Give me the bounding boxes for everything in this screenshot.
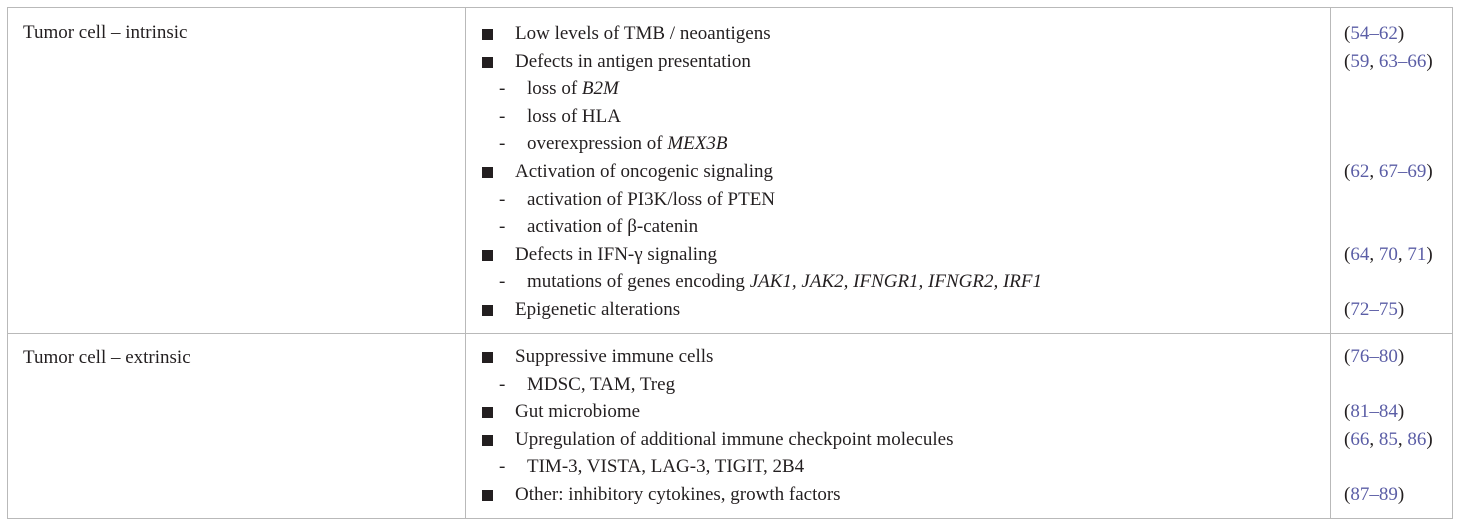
reference-punct: (: [1344, 23, 1351, 44]
category-label: Tumor cell – intrinsic: [23, 22, 188, 43]
dash-bullet: -: [499, 188, 506, 210]
column-divider: [465, 8, 466, 333]
sub-item: [527, 78, 619, 100]
reference-cell: [1344, 299, 1404, 321]
dash-bullet: -: [499, 456, 506, 478]
mechanism-item: Upregulation of additional immune checkpoint molecules: [515, 428, 954, 450]
reference-punct: ,: [1369, 50, 1379, 72]
sub-item: [527, 133, 728, 155]
reference-punct: ): [1426, 428, 1433, 450]
reference-link[interactable]: 85: [1378, 428, 1398, 450]
reference-punct: ): [1397, 346, 1405, 367]
reference-cell: [1344, 484, 1404, 506]
column-divider: [1330, 8, 1331, 333]
mechanism-item: Epigenetic alterations: [515, 299, 681, 320]
gene-name: B2M: [581, 78, 619, 100]
reference-punct: ): [1426, 161, 1433, 182]
square-bullet-icon: [482, 352, 493, 363]
sub-item: [527, 374, 675, 396]
reference-punct: (: [1344, 161, 1351, 182]
reference-cell: [1344, 429, 1433, 451]
square-bullet-icon: [482, 490, 493, 501]
mechanism-item: Defects in IFN-γ signaling: [515, 243, 718, 265]
reference-punct: (: [1344, 401, 1351, 423]
sub-item-text: TIM-3, VISTA, LAG-3, TIGIT, 2B4: [527, 456, 805, 478]
reference-punct: ): [1397, 484, 1405, 505]
reference-punct: ,: [1397, 243, 1408, 265]
column-divider: [465, 334, 466, 519]
reference-link[interactable]: 72–75: [1350, 299, 1398, 320]
reference-link[interactable]: 86: [1407, 428, 1427, 450]
reference-link[interactable]: 81–84: [1350, 401, 1398, 423]
reference-link[interactable]: 71: [1407, 243, 1427, 265]
sub-item-text: activation of β-catenin: [527, 216, 699, 238]
reference-link[interactable]: 59: [1350, 50, 1370, 72]
reference-punct: ,: [1369, 161, 1379, 182]
square-bullet-icon: [482, 57, 493, 68]
reference-link[interactable]: 64: [1350, 243, 1370, 265]
dash-bullet: -: [499, 133, 506, 155]
mechanism-item: Gut microbiome: [515, 401, 641, 423]
reference-punct: (: [1344, 243, 1351, 265]
mechanism-item: Suppressive immune cells: [515, 346, 714, 367]
dash-bullet: -: [499, 271, 506, 293]
reference-link[interactable]: 67–69: [1378, 161, 1427, 182]
reference-punct: (: [1344, 299, 1351, 320]
table-row-intrinsic: [8, 8, 1452, 333]
sub-item-text: MDSC, TAM, Treg: [527, 373, 676, 395]
reference-link[interactable]: 70: [1378, 243, 1398, 265]
square-bullet-icon: [482, 407, 493, 418]
sub-item-text: loss of HLA: [527, 105, 621, 127]
reference-punct: (: [1344, 346, 1351, 367]
square-bullet-icon: [482, 250, 493, 261]
sub-item: [527, 456, 804, 478]
dash-bullet: -: [499, 78, 506, 100]
reference-punct: ): [1397, 23, 1405, 44]
reference-punct: ): [1426, 243, 1433, 265]
mechanism-item: Activation of oncogenic signaling: [515, 161, 774, 182]
reference-punct: (: [1344, 50, 1351, 72]
reference-punct: ): [1397, 401, 1405, 423]
sub-item: [527, 189, 775, 211]
mechanism-item: Low levels of TMB / neoantigens: [515, 23, 771, 44]
reference-link[interactable]: 54–62: [1350, 23, 1398, 44]
reference-cell: [1344, 51, 1433, 73]
reference-cell: [1344, 346, 1404, 368]
reference-punct: ): [1426, 50, 1433, 72]
reference-link[interactable]: 87–89: [1350, 484, 1398, 505]
reference-punct: ,: [1397, 428, 1408, 450]
dash-bullet: -: [499, 216, 506, 238]
reference-cell: [1344, 244, 1433, 266]
reference-link[interactable]: 66: [1350, 428, 1370, 450]
reference-punct: ,: [1369, 243, 1379, 265]
dash-bullet: -: [499, 373, 506, 395]
reference-punct: (: [1344, 428, 1351, 450]
reference-punct: ): [1397, 299, 1405, 320]
reference-link[interactable]: 63–66: [1378, 50, 1427, 72]
square-bullet-icon: [482, 305, 493, 316]
sub-item: [527, 106, 621, 128]
sub-item-text: activation of PI3K/loss of PTEN: [527, 188, 776, 210]
sub-item-text: loss of: [527, 78, 582, 100]
mechanism-item: Other: inhibitory cytokines, growth factors: [515, 484, 841, 505]
table-row-extrinsic: [8, 333, 1452, 519]
reference-cell: [1344, 401, 1404, 423]
reference-link[interactable]: 62: [1350, 161, 1370, 182]
sub-item: [527, 216, 698, 238]
square-bullet-icon: [482, 435, 493, 446]
resistance-mechanisms-table: [7, 7, 1453, 519]
dash-bullet: -: [499, 105, 506, 127]
reference-cell: [1344, 161, 1433, 183]
sub-item: [527, 271, 1042, 293]
reference-punct: ,: [1369, 428, 1379, 450]
reference-link[interactable]: 76–80: [1350, 346, 1398, 367]
sub-item-text: mutations of genes encoding: [527, 271, 750, 293]
gene-name: JAK1, JAK2, IFNGR1, IFNGR2, IRF1: [749, 271, 1043, 293]
square-bullet-icon: [482, 167, 493, 178]
mechanism-item: Defects in antigen presentation: [515, 50, 751, 72]
reference-cell: [1344, 23, 1404, 45]
category-label: Tumor cell – extrinsic: [23, 347, 191, 368]
column-divider: [1330, 334, 1331, 519]
reference-punct: (: [1344, 484, 1351, 505]
sub-item-text: overexpression of: [527, 133, 668, 155]
square-bullet-icon: [482, 29, 493, 40]
gene-name: MEX3B: [667, 133, 728, 155]
